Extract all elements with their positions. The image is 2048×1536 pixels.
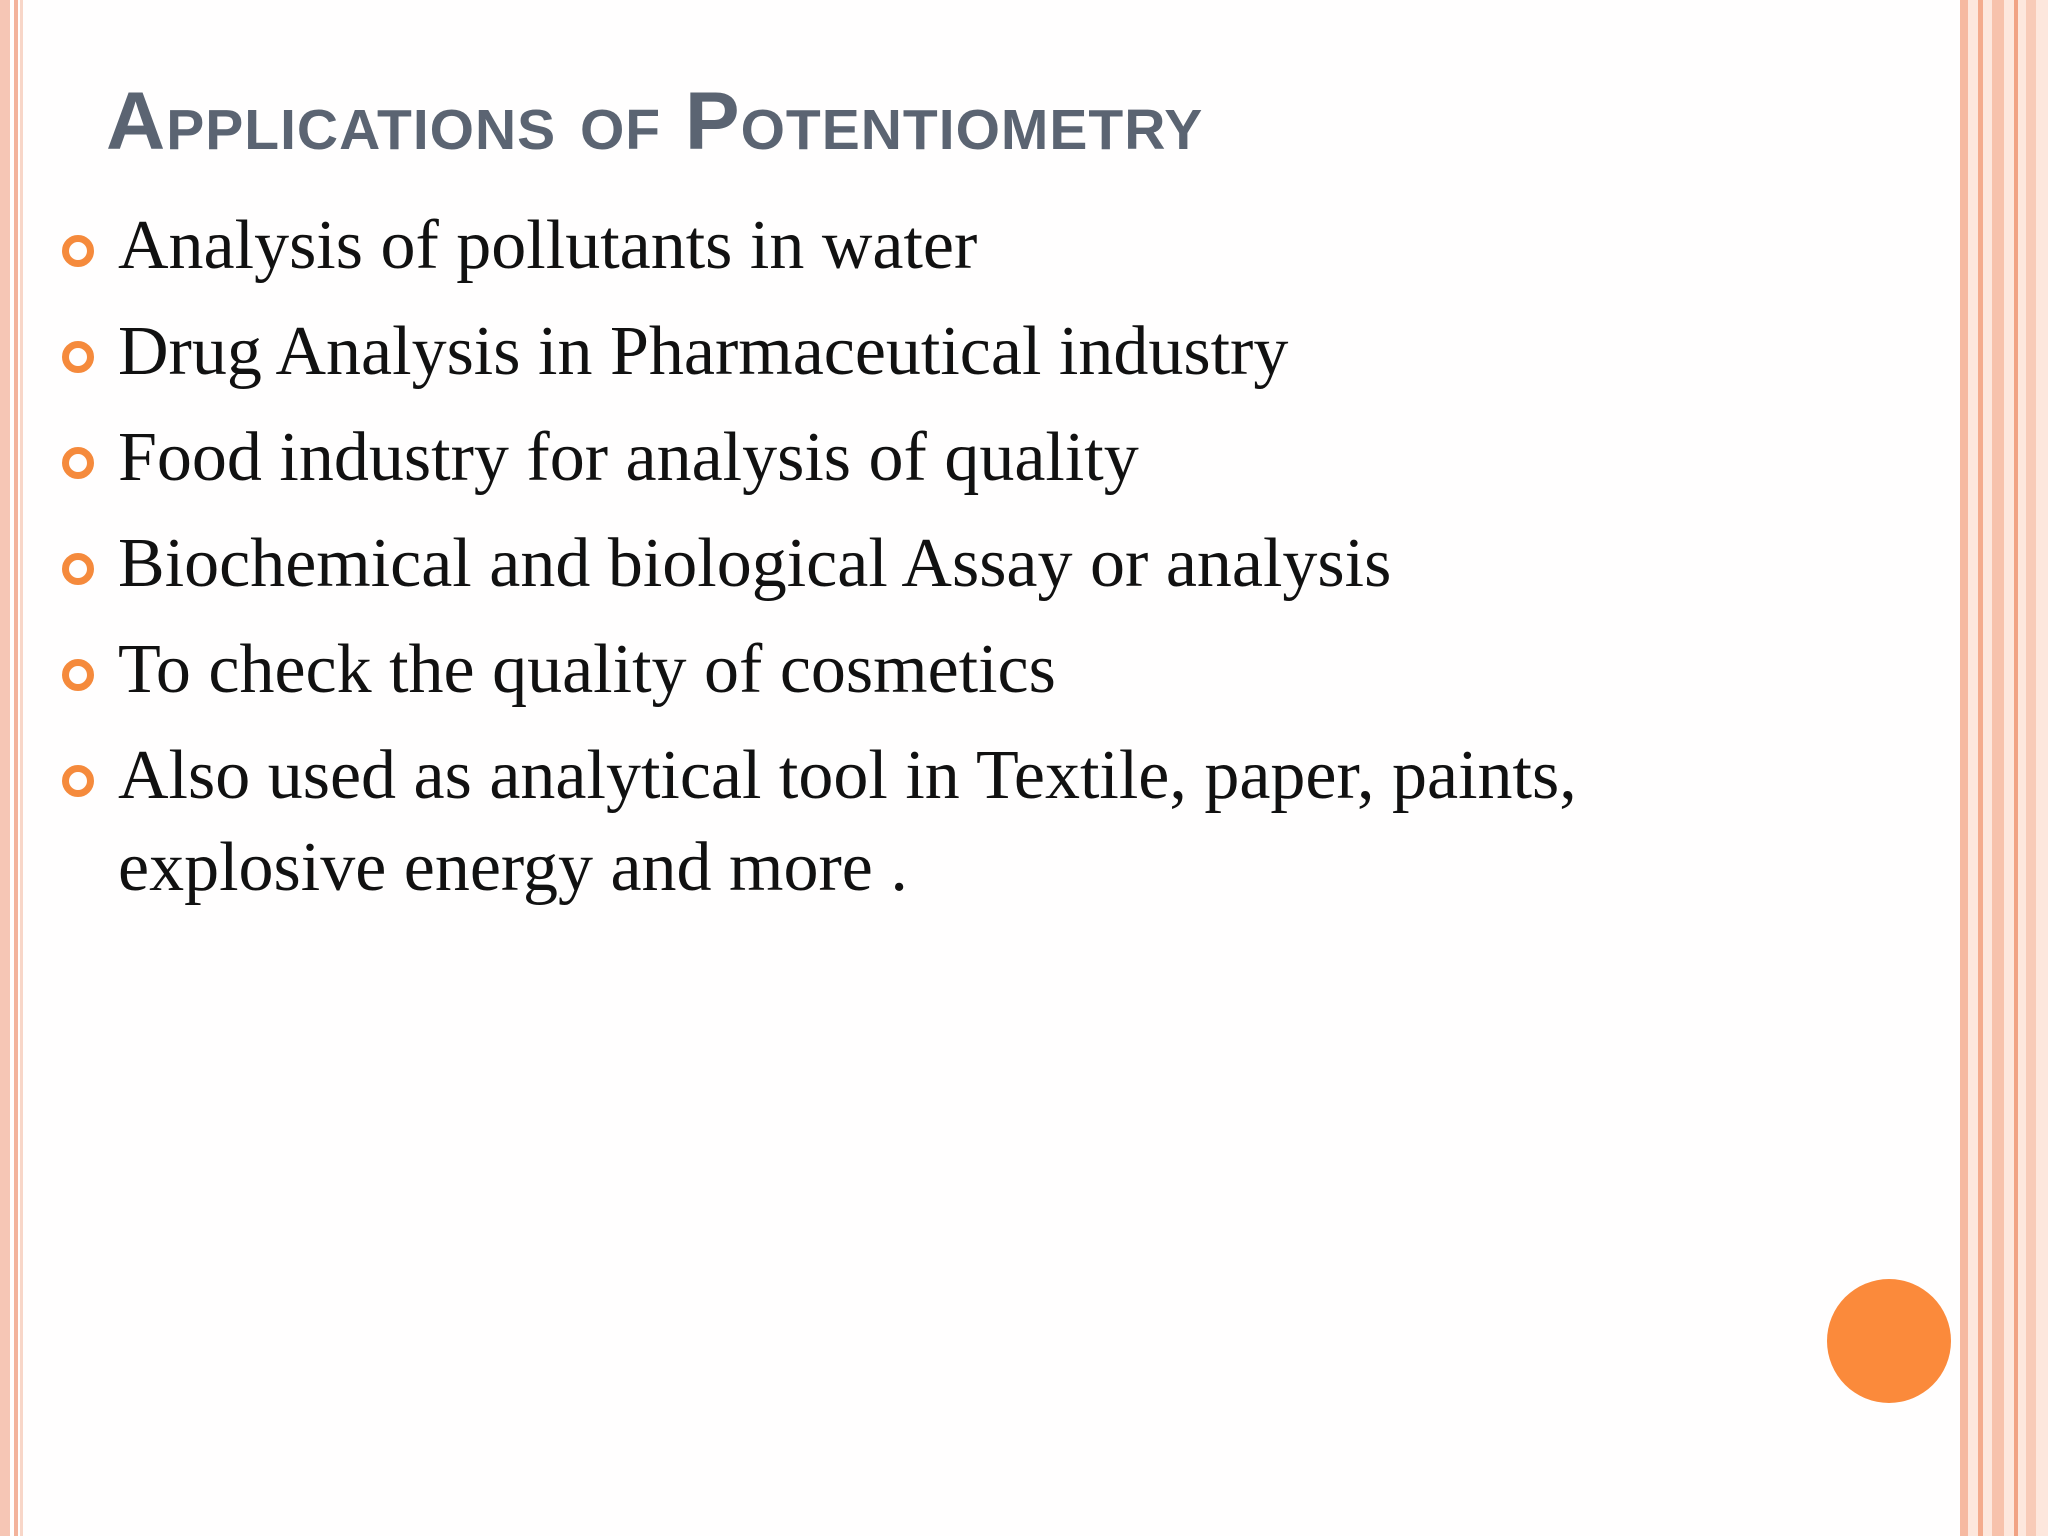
bullet-text: Food industry for analysis of quality [118,419,1139,496]
right-border-stripe [1978,0,1983,1536]
bullet-list [58,200,1658,928]
left-border-stripe [0,0,10,1536]
bullet-item [58,412,1658,504]
bullet-item [58,200,1658,292]
bullet-text: Analysis of pollutants in water [118,207,978,284]
bullet-circle-icon [62,765,94,797]
bullet-circle-icon [62,235,94,267]
right-border-stripe [1960,0,1968,1536]
bullet-text: Drug Analysis in Pharmaceutical industry [118,313,1289,390]
bullet-text: To check the quality of cosmetics [118,631,1056,708]
right-border-stripe [1992,0,2004,1536]
bullet-item [58,518,1658,610]
left-border-stripe [20,0,23,1536]
right-border-stripe [2014,0,2018,1536]
bullet-circle-icon [62,659,94,691]
bullet-circle-icon [62,341,94,373]
bullet-text: Biochemical and biological Assay or analysis [118,525,1392,602]
left-border-stripe [14,0,18,1536]
slide-title: Applications of Potentiometry [106,76,1204,167]
bullet-item [58,624,1658,716]
orange-circle-decoration-icon [1827,1279,1951,1403]
bullet-item [58,306,1658,398]
bullet-item [58,730,1658,914]
right-border-stripe [2026,0,2036,1536]
bullet-circle-icon [62,553,94,585]
bullet-circle-icon [62,447,94,479]
bullet-text: Also used as analytical tool in Textile, paper, paints, explosive energy and more . [118,737,1577,906]
